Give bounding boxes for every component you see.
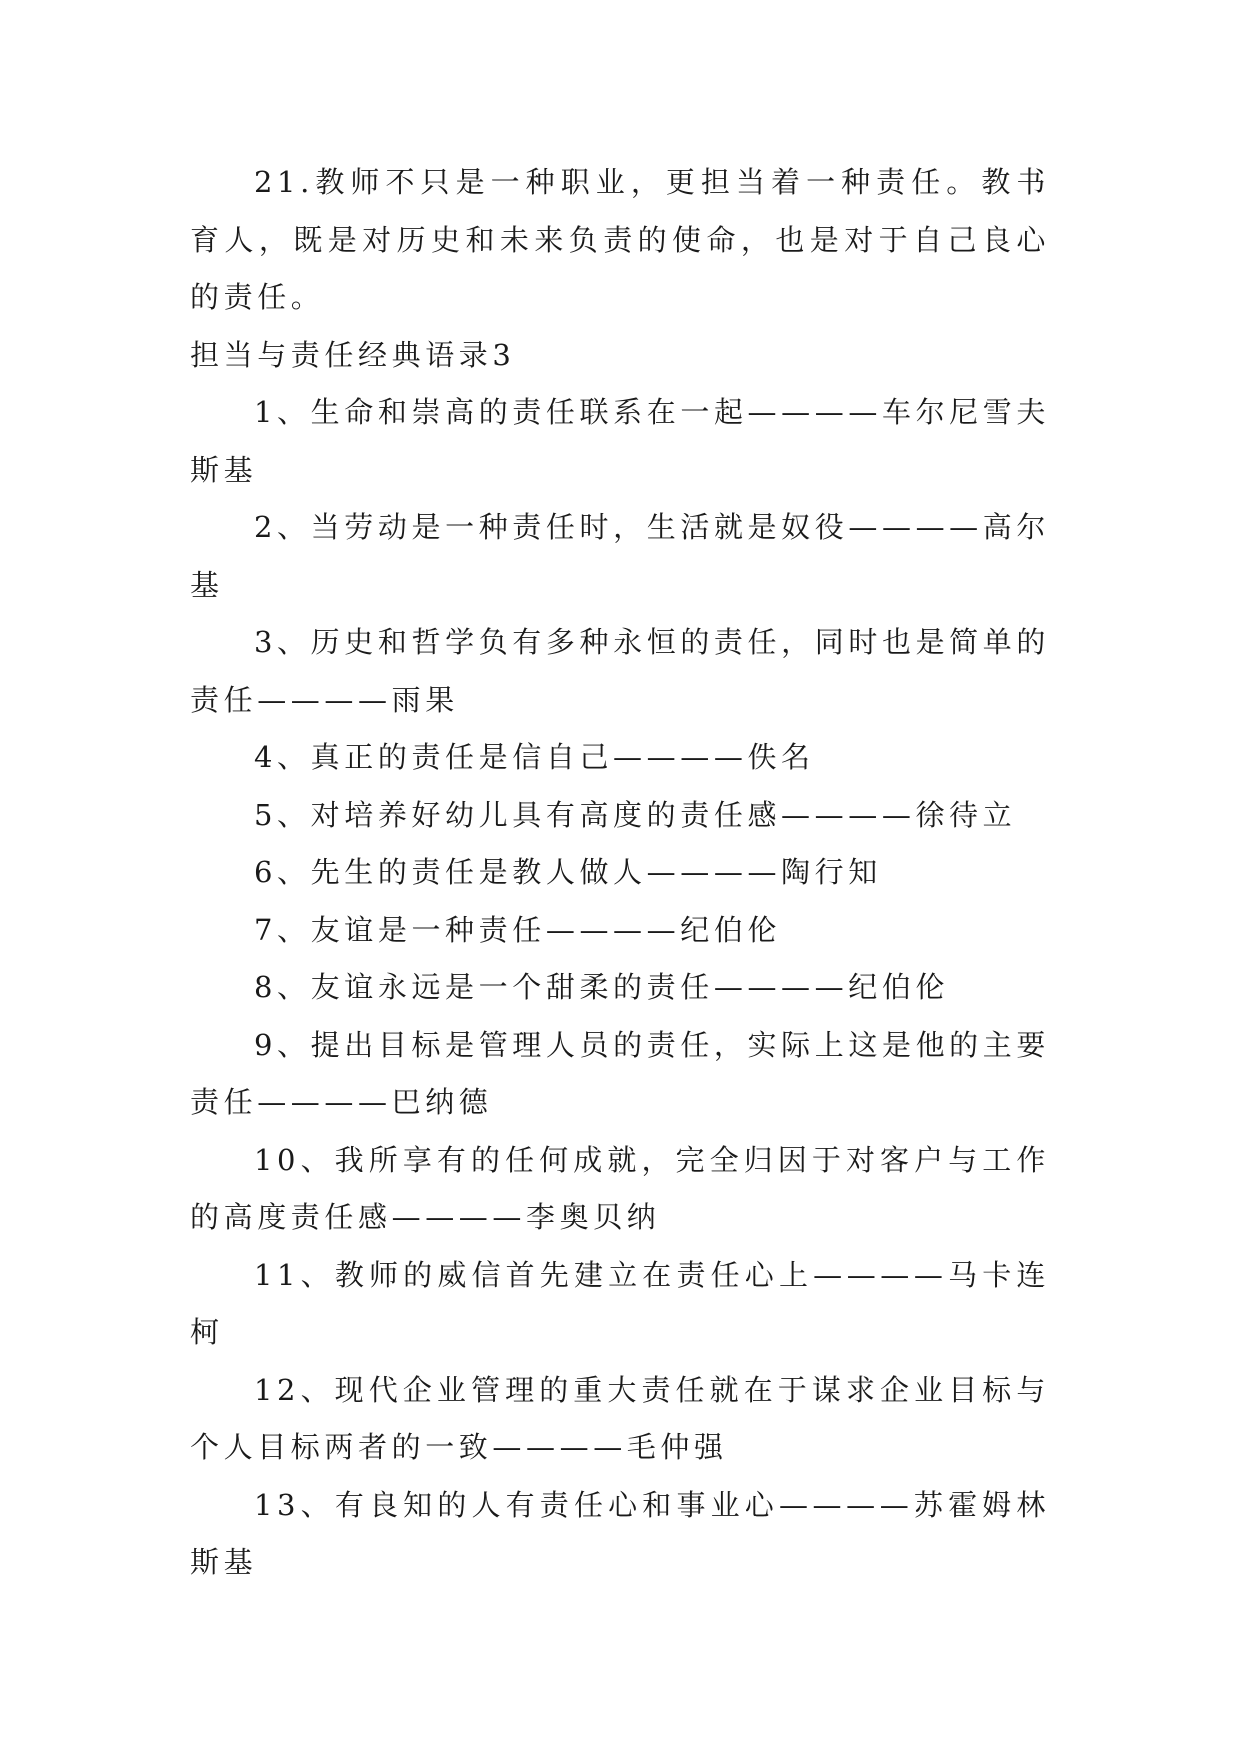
quote-item-3: 3、历史和哲学负有多种永恒的责任，同时也是简单的责任————雨果 — [190, 625, 1050, 717]
quote-item-8: 8、友谊永远是一个甜柔的责任————纪伯伦 — [254, 970, 950, 1004]
paragraph-21-teacher-responsibility: 21.教师不只是一种职业，更担当着一种责任。教书育人，既是对历史和未来负责的使命，也是对于自己良心的责任。 — [190, 165, 1050, 314]
section-heading: 担当与责任经典语录3 — [190, 337, 516, 372]
quote-item-7: 7、友谊是一种责任————纪伯伦 — [254, 912, 782, 947]
quote-item-13: 13、有良知的人有责任心和事业心————苏霍姆林斯基 — [190, 1487, 1050, 1579]
quote-item-1: 1、生命和崇高的责任联系在一起————车尔尼雪夫斯基 — [190, 395, 1050, 487]
quote-item-11: 11、教师的威信首先建立在责任心上————马卡连柯 — [190, 1257, 1050, 1349]
quote-item-9: 9、提出目标是管理人员的责任，实际上这是他的主要责任————巴纳德 — [190, 1027, 1050, 1119]
quote-item-4: 4、真正的责任是信自己————佚名 — [254, 740, 815, 774]
quote-item-12: 12、现代企业管理的重大责任就在于谋求企业目标与个人目标两者的一致————毛仲强 — [190, 1372, 1050, 1464]
quote-item-2: 2、当劳动是一种责任时，生活就是奴役————高尔基 — [190, 510, 1050, 602]
quote-item-10: 10、我所享有的任何成就，完全归因于对客户与工作的高度责任感————李奥贝纳 — [190, 1142, 1050, 1234]
quote-item-6: 6、先生的责任是教人做人————陶行知 — [254, 855, 882, 889]
quote-item-5: 5、对培养好幼儿具有高度的责任感————徐待立 — [254, 797, 1017, 832]
document-body — [190, 154, 1050, 1592]
